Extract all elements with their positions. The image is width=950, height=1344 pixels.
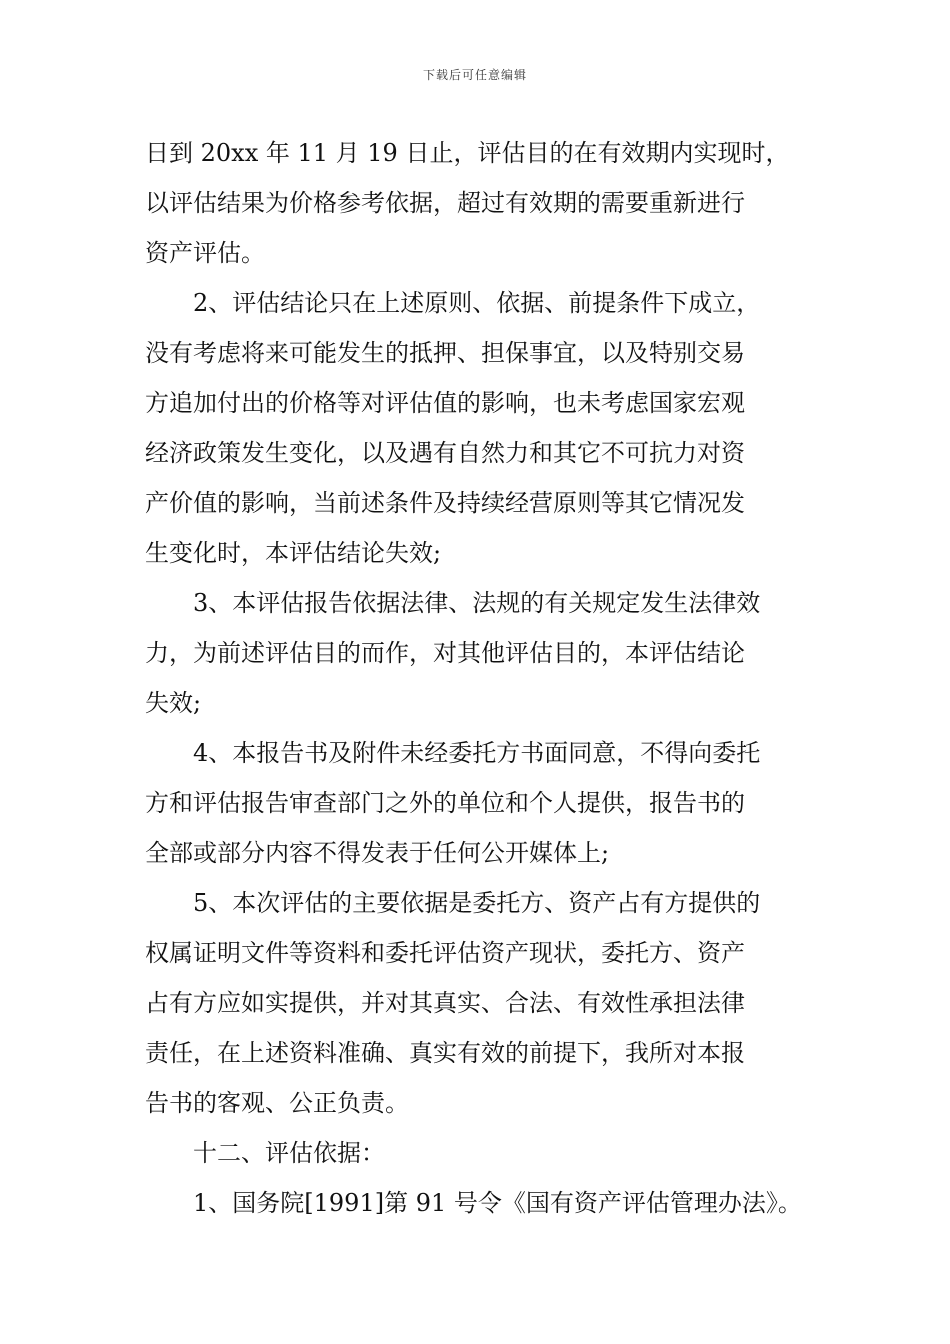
text-line: 占有方应如实提供，并对其真实、合法、有效性承担法律 (145, 989, 745, 1017)
text-line: 生变化时，本评估结论失效; (145, 539, 442, 567)
text-line: 方追加付出的价格等对评估值的影响，也未考虑国家宏观 (145, 389, 745, 417)
list-item-1: 1、国务院[1991]第 91 号令《国有资产评估管理办法》。 (193, 1189, 802, 1217)
document-body (145, 128, 810, 1228)
text-line: 资产评估。 (145, 239, 265, 267)
text-line: 失效; (145, 689, 202, 717)
text-line: 产价值的影响，当前述条件及持续经营原则等其它情况发 (145, 489, 745, 517)
text-line: 以评估结果为价格参考依据，超过有效期的需要重新进行 (145, 189, 745, 217)
text-line: 全部或部分内容不得发表于任何公开媒体上; (145, 839, 610, 867)
text-line: 告书的客观、公正负责。 (145, 1089, 409, 1117)
text-line: 权属证明文件等资料和委托评估资产现状，委托方、资产 (145, 939, 745, 967)
section-heading-12: 十二、评估依据： (193, 1139, 385, 1167)
text-line: 责任，在上述资料准确、真实有效的前提下，我所对本报 (145, 1039, 745, 1067)
paragraph-start-5: 5、本次评估的主要依据是委托方、资产占有方提供的 (193, 889, 761, 917)
text-line: 没有考虑将来可能发生的抵押、担保事宜，以及特别交易 (145, 339, 745, 367)
text-line: 力，为前述评估目的而作，对其他评估目的，本评估结论 (145, 639, 745, 667)
text-line: 经济政策发生变化，以及遇有自然力和其它不可抗力对资 (145, 439, 745, 467)
text-line: 方和评估报告审查部门之外的单位和个人提供，报告书的 (145, 789, 745, 817)
text-line: 日到 20xx 年 11 月 19 日止，评估目的在有效期内实现时， (145, 139, 790, 167)
paragraph-start-3: 3、本评估报告依据法律、法规的有关规定发生法律效 (193, 589, 761, 617)
header-note: 下载后可任意编辑 (422, 68, 527, 82)
paragraph-start-4: 4、本报告书及附件未经委托方书面同意，不得向委托 (193, 739, 761, 767)
paragraph-start-2: 2、评估结论只在上述原则、依据、前提条件下成立， (193, 289, 761, 317)
